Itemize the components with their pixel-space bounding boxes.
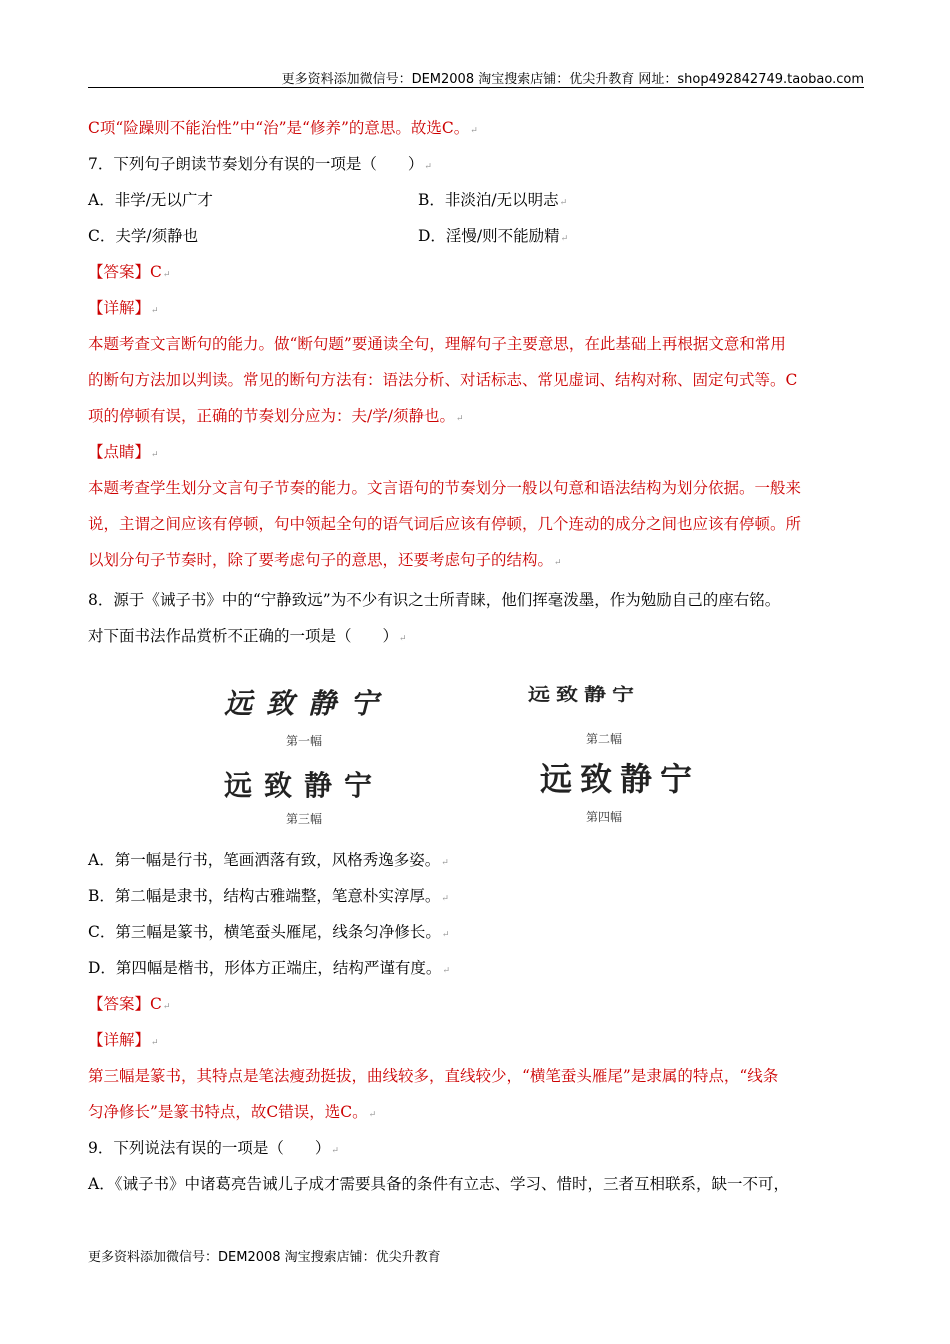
question-8: 对下面书法作品赏析不正确的一项是（ ）↵ — [88, 627, 407, 645]
question-7: 7．下列句子朗读节奏划分有误的一项是（ ）↵ — [88, 155, 432, 173]
option-7c: C．夫学/须静也 — [88, 227, 199, 245]
calligraphy-4: 远致静宁 — [540, 760, 701, 798]
header-rule — [88, 87, 864, 88]
caption-1: 第一幅 — [286, 734, 323, 748]
caption-2: 第二幅 — [586, 732, 623, 746]
caption-3: 第三幅 — [286, 812, 323, 826]
option-7d: D．淫慢/则不能励精↵ — [418, 227, 569, 245]
caption-4: 第四幅 — [586, 810, 623, 824]
dianjing-7-text: 本题考查学生划分文言句子节奏的能力。文言语句的节奏划分一般以句意和语法结构为划分依据。一般来 — [88, 479, 802, 497]
calligraphy-2: 远致静宁 — [528, 684, 641, 706]
question-9: 9．下列说法有误的一项是（ ）↵ — [88, 1139, 339, 1157]
option-8c: C．第三幅是篆书，横笔蚕头雁尾，线条匀净修长。↵ — [88, 923, 450, 941]
text-line: C项“险躁则不能治性”中“治”是“修养”的意思。故选C。↵ — [88, 119, 478, 137]
answer-7: 【答案】C↵ — [88, 263, 171, 281]
answer-8: 【答案】C↵ — [88, 995, 171, 1013]
option-8b: B．第二幅是隶书，结构古雅端整，笔意朴实淳厚。↵ — [88, 887, 449, 905]
calligraphy-figure — [210, 668, 740, 838]
option-8d: D．第四幅是楷书，形体方正端庄，结构严谨有度。↵ — [88, 959, 450, 977]
dianjing-7-heading: 【点睛】↵ — [88, 443, 159, 461]
detail-8-heading: 【详解】↵ — [88, 1031, 159, 1049]
detail-8-text: 匀净修长”是篆书特点，故C错误，选C。↵ — [88, 1103, 377, 1121]
option-7a: A．非学/无以广才 — [88, 191, 213, 209]
detail-7-text: 项的停顿有误，正确的节奏划分应为：夫/学/须静也。↵ — [88, 407, 464, 425]
detail-7-text: 的断句方法加以判读。常见的断句方法有：语法分析、对话标志、常见虚词、结构对称、固定句式等。C — [88, 371, 798, 389]
dianjing-7-text: 以划分句子节奏时，除了要考虑句子的意思，还要考虑句子的结构。↵ — [88, 551, 562, 569]
option-8a: A．第一幅是行书，笔画洒落有致，风格秀逸多姿。↵ — [88, 851, 449, 869]
dianjing-7-text: 说，主谓之间应该有停顿，句中领起全句的语气词后应该有停顿，几个连动的成分之间也应该有停顿。所 — [88, 515, 802, 533]
page-footer: 更多资料添加微信号：DEM2008 淘宝搜索店铺：优尖升教育 — [88, 1250, 441, 1265]
detail-7-heading: 【详解】↵ — [88, 299, 159, 317]
calligraphy-1: 远致静宁 — [224, 687, 393, 720]
question-8: 8．源于《诫子书》中的“宁静致远”为不少有识之士所青睐，他们挥毫泼墨，作为勉励自己的座右铭。 — [88, 591, 781, 609]
option-9a: A．《诫子书》中诸葛亮告诫儿子成才需要具备的条件有立志、学习、惜时，三者互相联系，缺一不可， — [88, 1175, 789, 1193]
detail-8-text: 第三幅是篆书，其特点是笔法瘦劲挺拔，曲线较多，直线较少，“横笔蚕头雁尾”是隶属的特点，“线条 — [88, 1067, 779, 1085]
option-7b: B．非淡泊/无以明志↵ — [418, 191, 568, 209]
calligraphy-3: 远致静宁 — [224, 769, 385, 802]
page-header: 更多资料添加微信号：DEM2008 淘宝搜索店铺：优尖升教育 网址：shop492842749.taobao.com — [281, 72, 864, 87]
detail-7-text: 本题考查文言断句的能力。做“断句题”要通读全句，理解句子主要意思，在此基础上再根据文意和常用 — [88, 335, 786, 353]
